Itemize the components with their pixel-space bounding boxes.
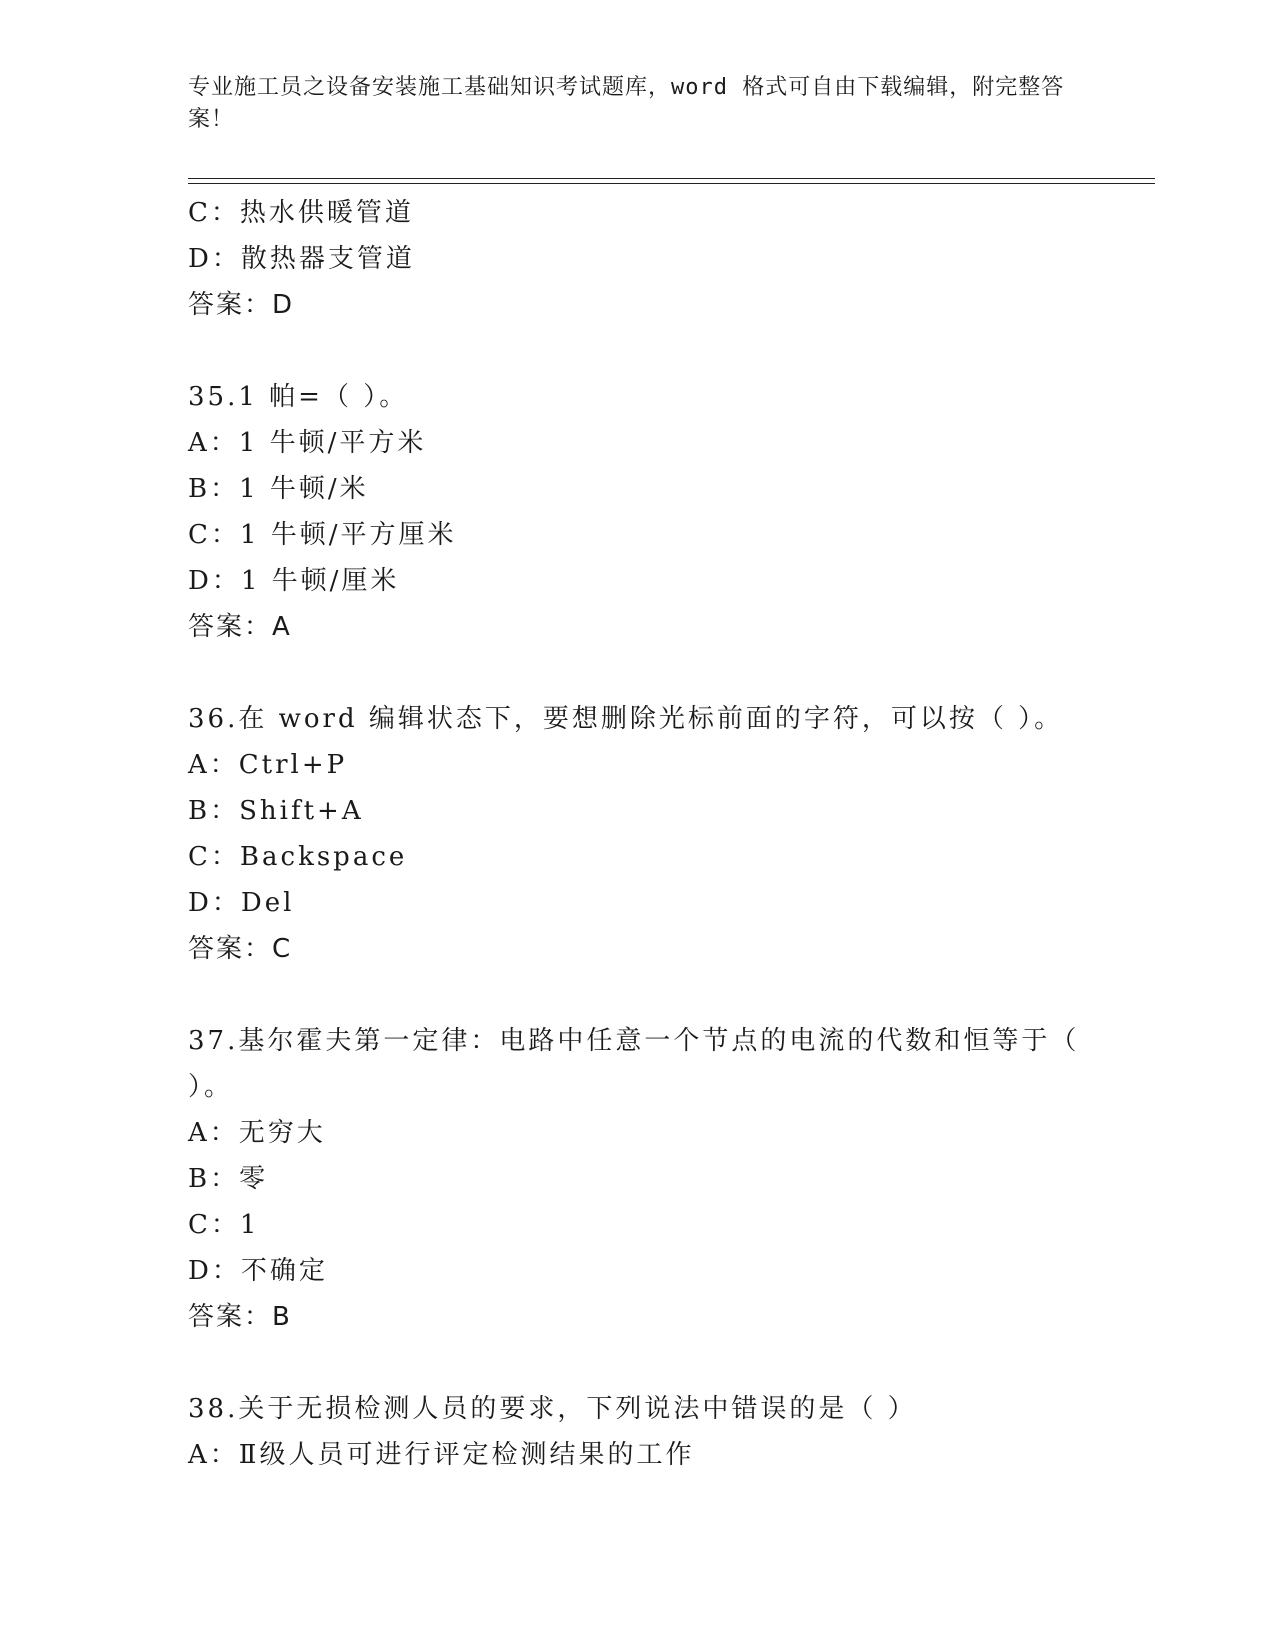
answer-line: 答案：A [188,612,292,642]
question-stem: 37.基尔霍夫第一定律：电路中任意一个节点的电流的代数和恒等于（ ）。 [188,1026,1080,1102]
option-line: C：1 牛顿/平方厘米 [188,520,457,550]
option-line: A：无穷大 [188,1118,326,1148]
option-line: B：1 牛顿/米 [188,474,369,504]
option-line: A：Ⅱ级人员可进行评定检测结果的工作 [188,1440,695,1470]
option-line: B：零 [188,1164,269,1194]
option-line: D：Del [188,888,295,918]
document-header: 专业施工员之设备安装施工基础知识考试题库，word 格式可自由下载编辑，附完整答案！ [188,75,1065,132]
answer-line: 答案：B [188,1302,292,1332]
option-line: D：不确定 [188,1256,328,1286]
answer-line: 答案：D [188,290,295,320]
header-rule-top [188,178,1155,179]
option-line: C：Backspace [188,842,408,872]
question-stem: 36.在 word 编辑状态下，要想删除光标前面的字符，可以按（ ）。 [188,704,1064,734]
option-line: B：Shift+A [188,796,364,826]
option-line: D：散热器支管道 [188,244,415,274]
header-rule-bottom [188,183,1155,184]
answer-line: 答案：C [188,934,293,964]
option-line: A：Ctrl+P [188,750,348,780]
option-line: D：1 牛顿/厘米 [188,566,400,596]
question-content [188,190,1148,1478]
option-line: C：热水供暖管道 [188,198,414,228]
option-line: A：1 牛顿/平方米 [188,428,427,458]
option-line: C：1 [188,1210,260,1240]
question-stem: 38.关于无损检测人员的要求，下列说法中错误的是（ ） [188,1394,917,1424]
question-stem: 35.1 帕=（ ）。 [188,382,409,412]
